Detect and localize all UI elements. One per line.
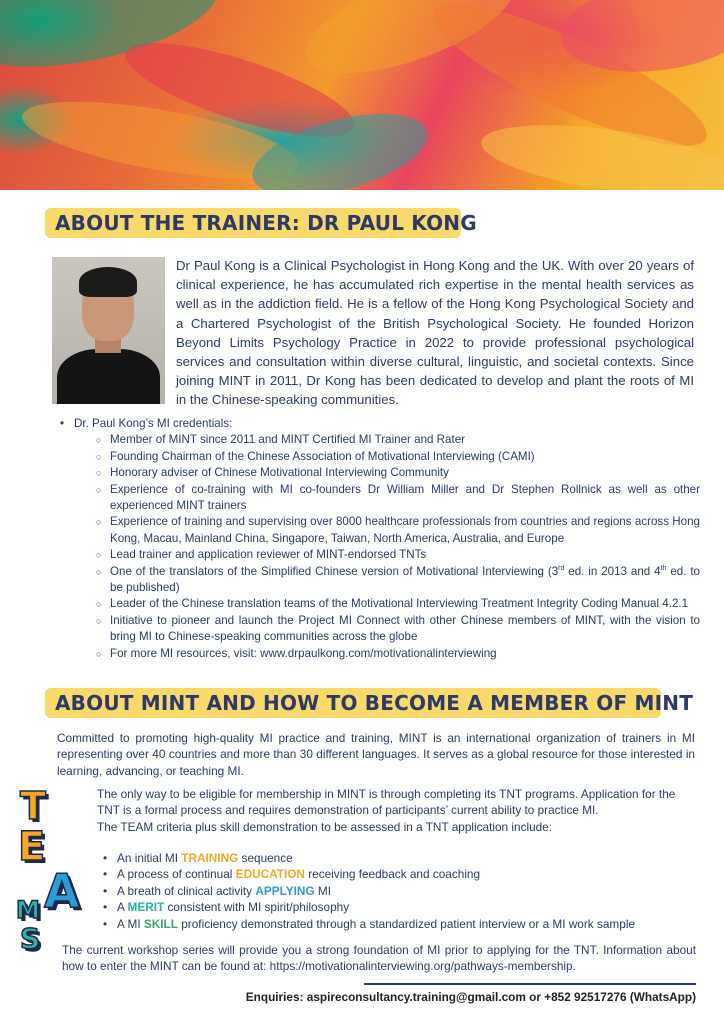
- teams-letter-t: T: [20, 784, 46, 828]
- credential-item: ○ Member of MINT since 2011 and MINT Certified MI Trainer and Rater: [96, 432, 700, 448]
- criteria-item-skill: • A MI SKILL proficiency demonstrated through a standardized patient interview or a MI work sample: [103, 916, 695, 932]
- credentials-list: [60, 416, 700, 662]
- mint-section-title: ABOUT MINT AND HOW TO BECOME A MEMBER OF MINT: [45, 688, 661, 718]
- credential-resources-link[interactable]: ○ For more MI resources, visit: www.drpaulkong.com/motivationalinterviewing: [96, 646, 700, 662]
- credential-item: ○ Honorary adviser of Chinese Motivational Interviewing Community: [96, 465, 700, 481]
- trainer-bio: Dr Paul Kong is a Clinical Psychologist in Hong Kong and the UK. With over 20 years of clinical experience, he has accumulated rich expertise in the mental health services as well as in the addiction field. He is a fellow of the Hong Kong Psychological Society and a Chartered Psychologist of the British Psychological Society. He founded Horizon Beyond Limits Psychology Practice in 2022 to provide professional psychological services and consultation within diverse cultural, linguistic, and societal contexts. Since joining MINT in 2011, Dr Kong has been dedicated to develop and plant the roots of MI in the Chinese-speaking communities.: [176, 258, 694, 408]
- teams-letter-m: M: [16, 896, 40, 924]
- criteria-item-applying: • A breath of clinical activity APPLYING MI: [103, 883, 695, 899]
- teams-letter-a: A: [44, 864, 80, 918]
- credential-item: ○ Leader of the Chinese translation teams of the Motivational Interviewing Treatment Integrity Coding Manual 4.2.1: [96, 596, 700, 612]
- credential-item: ○ Initiative to pioneer and launch the Project MI Connect with other Chinese members of MINT, with the vision to bring MI to Chinese-speaking communities across the globe: [96, 613, 700, 646]
- credential-item: ○ Experience of co-training with MI co-founders Dr William Miller and Dr Stephen Rollnick as well as other experienced MINT trainers: [96, 482, 700, 515]
- footer-divider: [364, 983, 696, 985]
- mint-intro: Committed to promoting high-quality MI practice and training, MINT is an international organization of trainers in MI representing over 40 countries and more than 30 different languages. It serves as a global resource for those interested in learning, advancing, or teaching MI.: [57, 731, 695, 778]
- team-criteria-intro: The TEAM criteria plus skill demonstration to be assessed in a TNT application include:: [97, 819, 553, 834]
- credential-item: ○ Lead trainer and application reviewer of MINT-endorsed TNTs: [96, 547, 700, 563]
- credentials-heading: Dr. Paul Kong’s MI credentials:: [74, 417, 233, 430]
- tnt-paragraph: The only way to be eligible for membership in MINT is through completing its TNT programs. Application for the TNT is a formal process and requires demonstration of participants’ current ability to practice MI.: [97, 787, 676, 818]
- trainer-section-title: ABOUT THE TRAINER: DR PAUL KONG: [45, 208, 461, 238]
- criteria-item-education: • A process of continual EDUCATION receiving feedback and coaching: [103, 866, 695, 882]
- criteria-item-merit: • A MERIT consistent with MI spirit/philosophy: [103, 899, 695, 915]
- credential-item: ○ Experience of training and supervising over 8000 healthcare professionals from countries and regions across Hong Kong, Macau, Mainland China, Singapore, Taiwan, North America, Australia, and Europe: [96, 514, 700, 547]
- team-criteria-list: [103, 850, 695, 932]
- hero-painted-banner: [0, 0, 724, 190]
- teams-letter-e: E: [18, 824, 46, 870]
- teams-letter-s: S: [20, 922, 41, 955]
- teams-letters-graphic: [14, 784, 94, 956]
- credential-item-translator: ○ One of the translators of the Simplified Chinese version of Motivational Interviewing (3rd ed. in 2013 and 4th ed. to be published): [96, 564, 700, 597]
- enquiries-contact[interactable]: Enquiries: aspireconsultancy.training@gmail.com or +852 92517276 (WhatsApp): [245, 990, 696, 1004]
- closing-paragraph: The current workshop series will provide you a strong foundation of MI prior to applying for the TNT. Information about how to enter the MINT can be found at: https://motivationalinterviewing.org/pathways-membership.: [62, 943, 696, 974]
- tnt-text: [97, 786, 695, 835]
- credential-item: ○ Founding Chairman of the Chinese Association of Motivational Interviewing (CAMI): [96, 449, 700, 465]
- criteria-item-training: • An initial MI TRAINING sequence: [103, 850, 695, 866]
- trainer-photo: [52, 257, 165, 404]
